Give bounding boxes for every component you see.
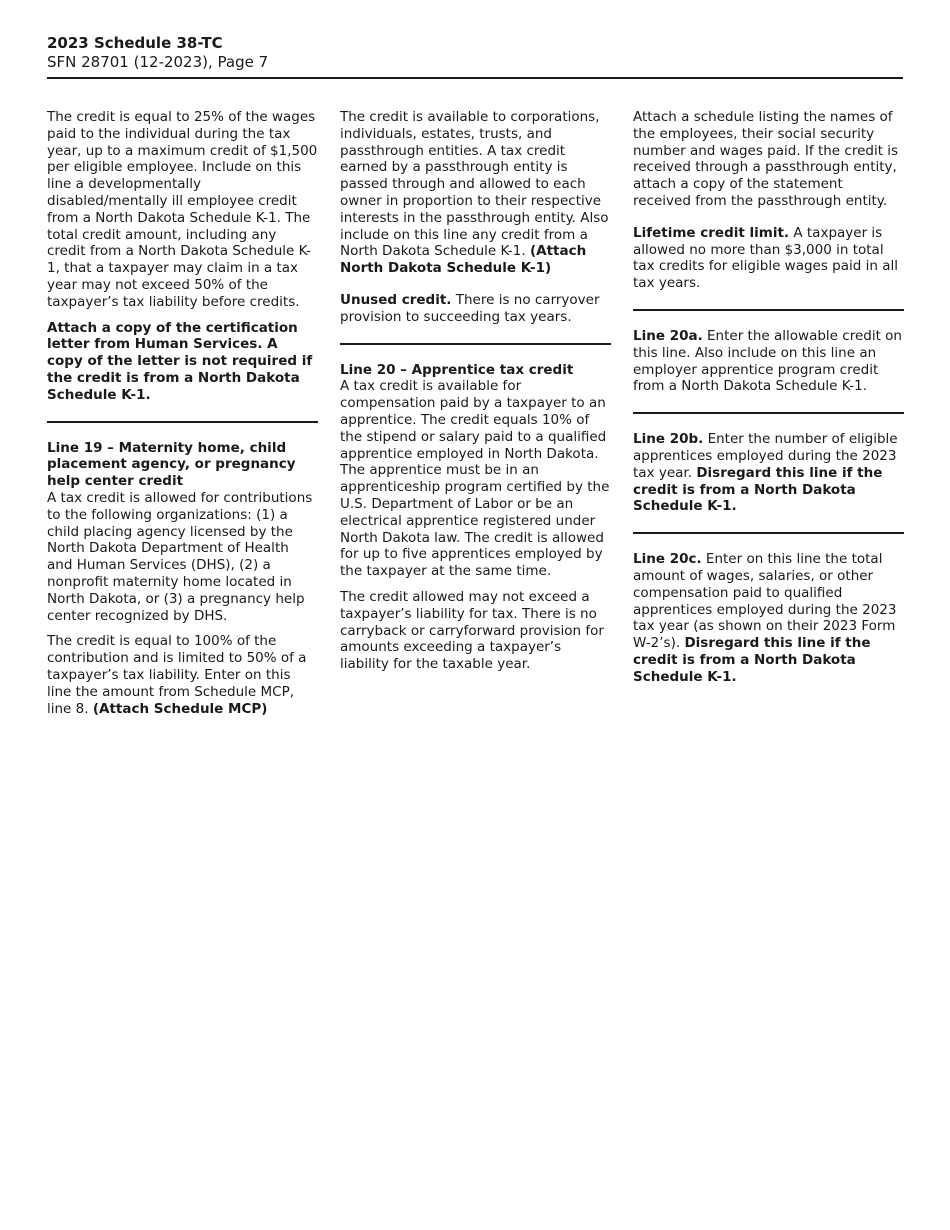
line19-paragraph-2 (47, 633, 318, 717)
line19-heading: Line 19 – Maternity home, child placement agency, or pregnancy help center credit (47, 439, 296, 490)
availability-paragraph (340, 109, 611, 277)
attach-schedule-mcp-note: (Attach Schedule MCP) (92, 700, 268, 717)
attach-schedule-paragraph: Attach a schedule listing the names of the employees, their social security number and wages paid. If the credit is received through a passthrough entity, attach a copy of the statement received from the passthrough entity. (633, 109, 899, 209)
line20-heading: Line 20 – Apprentice tax credit (340, 361, 574, 378)
column-2 (340, 109, 611, 682)
lifetime-limit-text: A taxpayer is allowed no more than $3,000 in total tax credits for eligible wages paid in all tax years. (633, 224, 899, 292)
wage-credit-paragraph: The credit is equal to 25% of the wages paid to the individual during the tax year, up to a maximum credit of $1,500 per eligible employee. Include on this line a developmentally disabled/mentally ill employee credit from a North Dakota Schedule K-1. The total credit amount, including any credit from a North Dakota Schedule K-1, that a taxpayer may claim in a tax year may not exceed 50% of the taxpayer’s tax liability before credits. (47, 109, 318, 310)
section-divider (340, 343, 611, 345)
line20a-label: Line 20a. (633, 327, 703, 344)
availability-text: The credit is available to corporations, individuals, estates, trusts, and passthrough entities. A tax credit earned by a passthrough entity is passed through and allowed to each owner in proportion to their respective interests in the passthrough entity. Also include on this line any credit from a North Dakota Schedule K-1. (340, 109, 609, 260)
line20c-disregard-note: Disregard this line if the credit is from a North Dakota Schedule K-1. (633, 635, 871, 685)
line20c-paragraph (633, 551, 904, 685)
attach-certification-note: Attach a copy of the certification letter from Human Services. A copy of the letter is not required if the credit is from a North Dakota Schedule K-1. (47, 319, 313, 403)
line20-paragraph-1: A tax credit is available for compensation paid by a taxpayer to an apprentice. The credit equals 10% of the stipend or salary paid to a qualified apprentice employed in North Dakota. The apprentice must be in an apprenticeship program certified by the U.S. Department of Labor or be an electrical apprentice registered under North Dakota law. The credit is allowed for up to five apprentices employed by the taxpayer at the same time. (340, 378, 610, 580)
line20-paragraph-2: The credit allowed may not exceed a taxpayer’s liability for tax. There is no carryback or carryforward provision for amounts exceeding a taxpayer’s liability for the taxable year. (340, 588, 604, 673)
line20a-text: Enter the allowable credit on this line. Also include on this line an employer apprentice program credit from a North Dakota Schedule K-1. (633, 327, 902, 395)
column-3 (633, 109, 904, 695)
section-divider (633, 309, 904, 311)
line20b-paragraph (633, 431, 904, 515)
line20b-disregard-note: Disregard this line if the credit is from a North Dakota Schedule K-1. (633, 464, 883, 515)
form-subtitle: SFN 28701 (12-2023), Page 7 (47, 53, 269, 71)
line19-paragraph-2-text: The credit is equal to 100% of the contribution and is limited to 50% of a taxpayer’s tax liability. Enter on this line the amount from Schedule MCP, line 8. (47, 633, 307, 717)
page-header (47, 34, 903, 72)
line20c-text: Enter on this line the total amount of wages, salaries, or other compensation paid to qualified apprentices employed during the 2023 tax year (as shown on their 2023 Form W-2’s). (633, 551, 897, 652)
header-divider (47, 77, 903, 79)
section-divider (633, 412, 904, 414)
line20b-label: Line 20b. (633, 431, 704, 448)
line20c-label: Line 20c. (633, 551, 702, 568)
lifetime-limit-label: Lifetime credit limit. (633, 224, 790, 241)
unused-credit-paragraph (340, 292, 611, 326)
unused-credit-label: Unused credit. (340, 291, 452, 308)
lifetime-limit-paragraph (633, 225, 904, 292)
line20a-paragraph (633, 328, 904, 395)
section-divider (633, 532, 904, 534)
column-1 (47, 109, 318, 726)
line19-paragraph-1: A tax credit is allowed for contributions to the following organizations: (1) a child placing agency licensed by the North Dakota Department of Health and Human Services (DHS), (2) a nonprofit maternity home located in North Dakota, or (3) a pregnancy help center recognized by DHS. (47, 489, 313, 624)
unused-credit-text: There is no carryover provision to succeeding tax years. (340, 291, 600, 325)
section-divider (47, 421, 318, 423)
attach-k1-note: (Attach North Dakota Schedule K-1) (340, 243, 587, 277)
form-title: 2023 Schedule 38-TC (47, 34, 223, 52)
line20b-text: Enter the number of eligible apprentices employed during the 2023 tax year. (633, 431, 898, 481)
